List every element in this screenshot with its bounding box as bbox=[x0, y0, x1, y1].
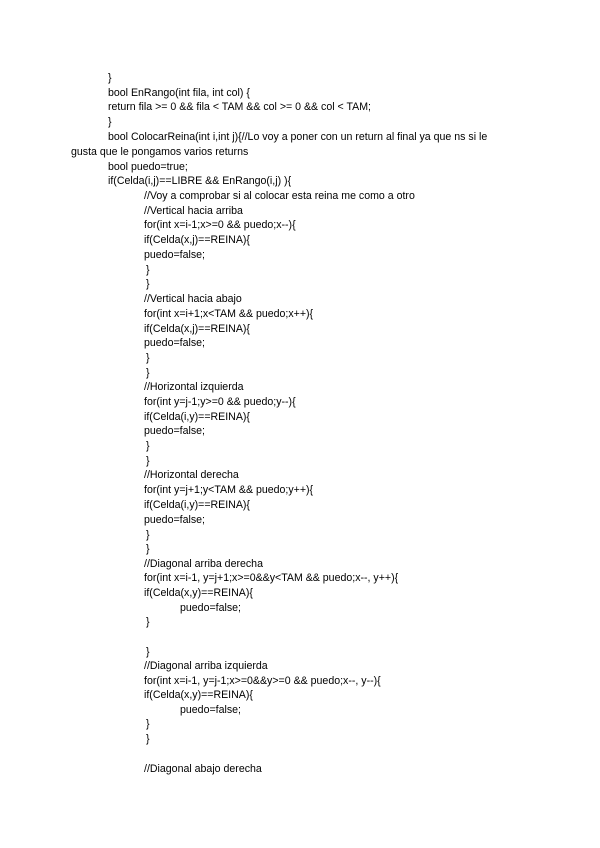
code-line: for(int y=j-1;y>=0 && puedo;y--){ bbox=[144, 396, 296, 408]
code-line: if(Celda(x,y)==REINA){ bbox=[144, 587, 253, 599]
code-line: //Horizontal derecha bbox=[144, 469, 239, 481]
code-line: } bbox=[146, 440, 150, 452]
code-line: for(int x=i-1;x>=0 && puedo;x--){ bbox=[144, 219, 296, 231]
code-line: //Horizontal izquierda bbox=[144, 381, 244, 393]
code-line: for(int x=i-1, y=j+1;x>=0&&y<TAM && puedo;x--, y++){ bbox=[144, 572, 399, 584]
code-line: //Diagonal abajo derecha bbox=[144, 763, 262, 775]
code-line: } bbox=[146, 264, 150, 276]
code-line: } bbox=[146, 646, 150, 658]
code-line: //Diagonal arriba derecha bbox=[144, 558, 263, 570]
code-line: } bbox=[146, 352, 150, 364]
code-line: //Vertical hacia arriba bbox=[144, 205, 243, 217]
code-line: puedo=false; bbox=[144, 514, 205, 526]
code-line: puedo=false; bbox=[144, 425, 205, 437]
code-line: } bbox=[146, 529, 150, 541]
code-line: if(Celda(i,y)==REINA){ bbox=[144, 411, 250, 423]
code-line: for(int y=j+1;y<TAM && puedo;y++){ bbox=[144, 484, 314, 496]
code-line: puedo=false; bbox=[144, 337, 205, 349]
code-line: } bbox=[146, 278, 150, 290]
code-line: if(Celda(i,j)==LIBRE && EnRango(i,j) ){ bbox=[108, 175, 292, 187]
code-line: } bbox=[146, 367, 150, 379]
code-line: if(Celda(i,y)==REINA){ bbox=[144, 499, 250, 511]
code-line: //Diagonal arriba izquierda bbox=[144, 660, 268, 672]
code-line: } bbox=[108, 72, 112, 84]
code-line: //Voy a comprobar si al colocar esta reina me como a otro bbox=[144, 190, 415, 202]
code-line: for(int x=i+1;x<TAM && puedo;x++){ bbox=[144, 308, 314, 320]
code-line: bool puedo=true; bbox=[108, 161, 188, 173]
code-line: puedo=false; bbox=[180, 704, 241, 716]
code-line: if(Celda(x,j)==REINA){ bbox=[144, 323, 250, 335]
code-line: puedo=false; bbox=[144, 249, 205, 261]
code-line: } bbox=[146, 733, 150, 745]
code-line: bool ColocarReina(int i,int j){//Lo voy a poner con un return al final ya que ns si le bbox=[108, 131, 488, 143]
code-line: bool EnRango(int fila, int col) { bbox=[108, 87, 250, 99]
code-line: gusta que le pongamos varios returns bbox=[71, 146, 249, 158]
code-line: } bbox=[146, 616, 150, 628]
code-line: for(int x=i-1, y=j-1;x>=0&&y>=0 && puedo;x--, y--){ bbox=[144, 675, 381, 687]
code-line: //Vertical hacia abajo bbox=[144, 293, 242, 305]
code-line: } bbox=[146, 455, 150, 467]
code-line: } bbox=[146, 718, 150, 730]
code-line: if(Celda(x,y)==REINA){ bbox=[144, 689, 253, 701]
code-line: } bbox=[108, 116, 112, 128]
code-line: puedo=false; bbox=[180, 602, 241, 614]
code-line: } bbox=[146, 543, 150, 555]
code-line: return fila >= 0 && fila < TAM && col >= 0 && col < TAM; bbox=[108, 101, 372, 113]
code-line: if(Celda(x,j)==REINA){ bbox=[144, 234, 250, 246]
